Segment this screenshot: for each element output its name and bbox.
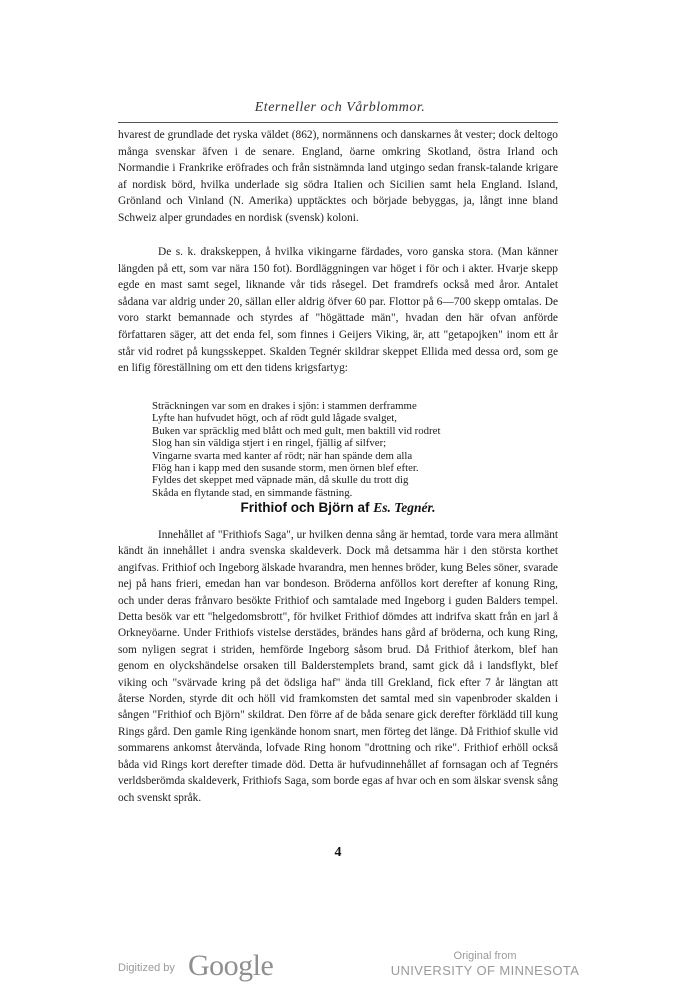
original-from-label: Original from: [453, 950, 517, 962]
paragraph-text: De s. k. drakskeppen, å hvilka vikingarne färdades, voro ganska stora. (Man känner längden på ett, som var nära 150 fot). Bordläggningen var höget i för och i akter. Hvarje skepp egde en mast samt segel, liknande vår tids råsegel. Det framdrefs också med åror. Antalet sådana var aldrig under 20, sällan eller aldrig öfver 60 par. Flottor på 6—700 skepp omtalas. De voro starkt bemannade och styrdes af "högättade män", hvadan den här ofvan anförde författaren säger, att det enda fel, som finnes i Geijers Viking, är, att "getapojken" inom ett år står vid rodret på kungsskeppet. Skalden Tegnér skildrar skeppet Ellida med dessa ord, som ge en lifig föreställning om ett den tidens krigsfartyg:: [118, 246, 558, 375]
body-paragraph-2: [118, 244, 558, 377]
poem-line: Fyldes det skeppet med väpnade män, då skulle du trott dig: [152, 474, 409, 487]
page-number: 4: [334, 845, 342, 860]
poem-line: Flög han i kapp med den susande storm, men örnen blef efter.: [152, 462, 419, 475]
paragraph-text: hvarest de grundlade det ryska väldet (862), normännens och danskarnes åt vester; dock deltogo många svenskar äfven i de senare. England, öarne omkring Skotland, östra Irland och Normandie i Frankrike eröfrades och från sistnämnda land utgingo sedan fransk-talande krigare af nordisk börd, hvilka underlade sig södra Italien och Sicilien samt hela England. Island, Grönland och Vinland (N. Amerika) upptäcktes och började bebyggas, ja, långt inne bland Schweiz alper grundades en nordisk (svensk) koloni.: [118, 129, 558, 224]
poem-line: Skåda en flytande stad, en simmande fästning.: [152, 486, 353, 499]
poem-line: Slog han sin väldiga stjert i en ringel, fjällig af silfver;: [152, 437, 387, 450]
running-head: Eterneller och Vårblommor.: [254, 100, 426, 115]
header-rule: [118, 122, 558, 123]
section-author: Es. Tegnér.: [373, 500, 436, 515]
google-logo: Google: [188, 949, 274, 982]
original-institution: UNIVERSITY OF MINNESOTA: [390, 963, 580, 978]
body-paragraph-3: [118, 527, 558, 806]
section-title-text: Frithiof och Björn af: [240, 500, 370, 515]
digitized-by-label: Digitized by: [118, 962, 175, 974]
section-title: [118, 500, 558, 516]
poem-line: Vingarne svarta med kanter af rödt; när han spände dem alla: [152, 449, 413, 462]
poem-line: Buken var spräcklig med blått och med gult, men baktill vid rodret: [152, 424, 441, 437]
poem-line: Lyfte han hufvudet högt, och af rödt guld lågade svalget,: [152, 412, 397, 425]
body-paragraph-1: [118, 127, 558, 227]
poem-line: Sträckningen var som en drakes i sjön: i stammen derframme: [152, 400, 417, 412]
paragraph-text: Innehållet af "Frithiofs Saga", ur hvilken denna sång är hemtad, torde vara mera allmänt kändt än innehållet i andra svenska skaldeverk. Dock må detsamma här i den största korthet angifvas. Frithiof och Ingeborg älskade hvarandra, men hennes bröder, kung Beles söner, svarade nej på hans frieri, emedan han var bondeson. Bröderna anföllos kort derefter af konung Ring, och under deras frånvaro besökte Frithiof och samtalade med Ingeborg i guden Balders tempel. Detta besök var ett "helgedomsbrott", för hvilket Frithiof dömdes att indrifva skatt från en jarl å Orkneyöarne. Under Frithiofs vistelse derstädes, brändes hans gård af bröderna, och kung Ring, som nyligen segrat i striden, hemförde Ingeborg såsom brud. Då Frithiof återkom, blef han genom en olyckshändelse orsaken till Balderstemplets brand, samt gick då i landsflykt, blef viking och "svärvade kring på det ödsliga haf" ända till Grekland, fick efter 7 år längtan att återse Norden, styrde dit och höll vid framkomsten det samtal med sin vapenbroder skalden i sången "Frithiof och Björn" skildrat. Den förre af de båda senare gick derefter förklädd till kung Rings gård. Den gamle Ring igenkände honom snart, men förteg det länge. Då Frithiof skulle vid sommarens ankomst återvända, lofvade Ring honom "drottning och rike". Frithiof erhöll också båda vid Rings kort derefter timade död. Detta är hufvudinnehållet af fornsagan och af Tegnérs verldsberömda skaldeverk, Frithiofs Saga, som borde egas af hvar och en som älskar svensk sång och svenskt språk.: [118, 529, 558, 804]
original-from-block: [360, 950, 610, 979]
poem-excerpt: [152, 400, 562, 499]
